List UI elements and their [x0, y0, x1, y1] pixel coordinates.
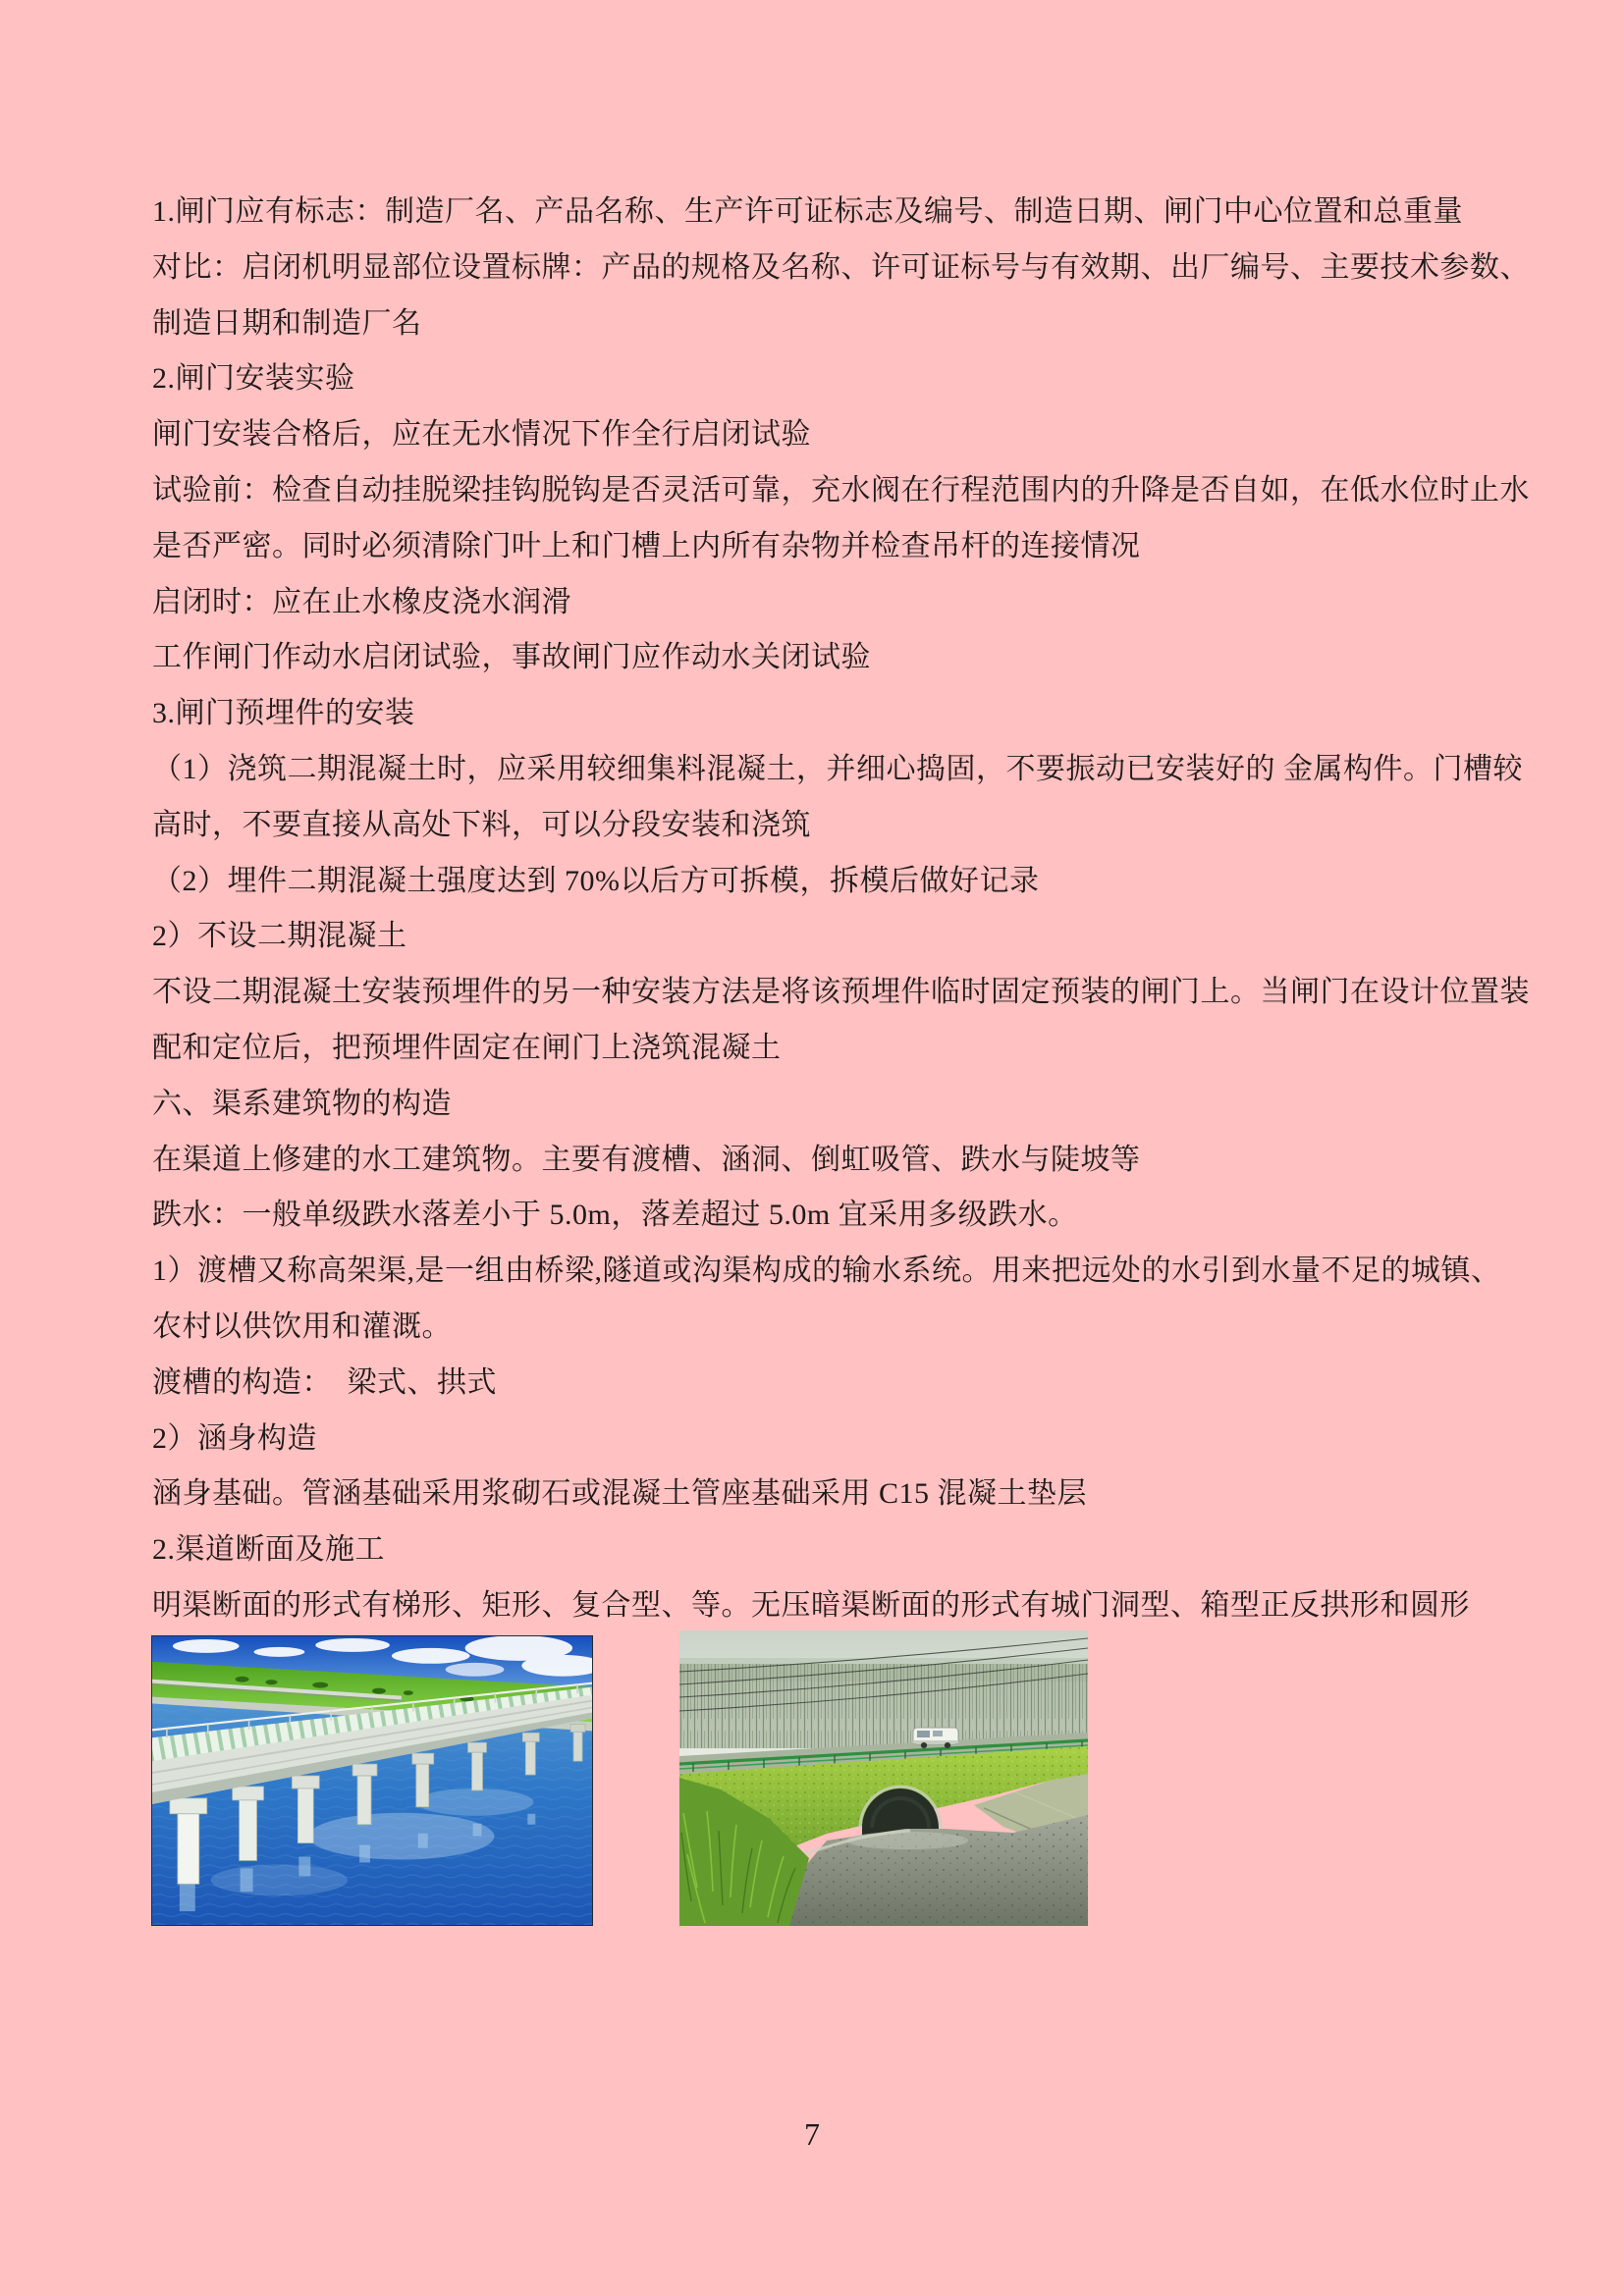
culvert-illustration: [679, 1630, 1088, 1926]
text-line-26: 明渠断面的形式有梯形、矩形、复合型、等。无压暗渠断面的形式有城门洞型、箱型正反拱形和圆形: [152, 1588, 1470, 1622]
text-line-5: 闸门安装合格后，应在无水情况下作全行启闭试验: [152, 418, 811, 452]
text-line-21: 农村以供饮用和灌溉。: [152, 1309, 452, 1343]
text-line-13: （2）埋件二期混凝土强度达到 70%以后方可拆模，拆模后做好记录: [152, 864, 1040, 897]
text-line-1: 1.闸门应有标志：制造厂名、产品名称、生产许可证标志及编号、制造日期、闸门中心位置和总重量: [152, 195, 1463, 228]
body-text: [152, 185, 1546, 1634]
text-line-6: 试验前：检查自动挂脱梁挂钩脱钩是否灵活可靠，充水阀在行程范围内的升降是否自如，在低水位时止水: [152, 473, 1530, 507]
text-line-20: 1）渡槽又称高架渠,是一组由桥梁,隧道或沟渠构成的输水系统。用来把远处的水引到水量不足的城镇、: [152, 1255, 1501, 1288]
text-line-11: （1）浇筑二期混凝土时，应采用较细集料混凝土，并细心捣固，不要振动已安装好的 金属构件。门槽较: [152, 752, 1523, 785]
text-line-3: 制造日期和制造厂名: [152, 306, 422, 340]
text-line-7: 是否严密。同时必须清除门叶上和门槽上内所有杂物并检查吊杆的连接情况: [152, 529, 1141, 562]
text-line-15: 不设二期混凝土安装预埋件的另一种安装方法是将该预埋件临时固定预装的闸门上。当闸门在设计位置装: [152, 976, 1530, 1009]
culvert-figure: [679, 1630, 1088, 1926]
text-line-9: 工作闸门作动水启闭试验，事故闸门应作动水关闭试验: [152, 641, 871, 674]
text-line-14: 2）不设二期混凝土: [152, 920, 407, 953]
text-line-18: 在渠道上修建的水工建筑物。主要有渡槽、涵洞、倒虹吸管、跌水与陡坡等: [152, 1143, 1141, 1176]
text-line-4: 2.闸门安装实验: [152, 362, 355, 396]
text-line-24: 涵身基础。管涵基础采用浆砌石或混凝土管座基础采用 C15 混凝土垫层: [152, 1477, 1088, 1511]
text-line-22: 渡槽的构造： 梁式、拱式: [152, 1365, 497, 1399]
text-line-16: 配和定位后，把预埋件固定在闸门上浇筑混凝土: [152, 1031, 782, 1064]
aqueduct-illustration: [152, 1636, 592, 1925]
text-line-12: 高时，不要直接从高处下料，可以分段安装和浇筑: [152, 808, 811, 841]
text-line-19: 跌水：一般单级跌水落差小于 5.0m，落差超过 5.0m 宜采用多级跌水。: [152, 1199, 1078, 1232]
page-number: 7: [804, 2116, 820, 2152]
text-line-17: 六、渠系建筑物的构造: [152, 1087, 452, 1120]
text-line-8: 启闭时：应在止水橡皮浇水润滑: [152, 585, 571, 618]
text-line-25: 2.渠道断面及施工: [152, 1533, 385, 1567]
text-line-23: 2）涵身构造: [152, 1421, 317, 1455]
aqueduct-figure: [151, 1635, 593, 1926]
text-line-10: 3.闸门预埋件的安装: [152, 697, 415, 730]
text-line-2: 对比：启闭机明显部位设置标牌：产品的规格及名称、许可证标号与有效期、出厂编号、主要技术参数、: [152, 250, 1530, 284]
